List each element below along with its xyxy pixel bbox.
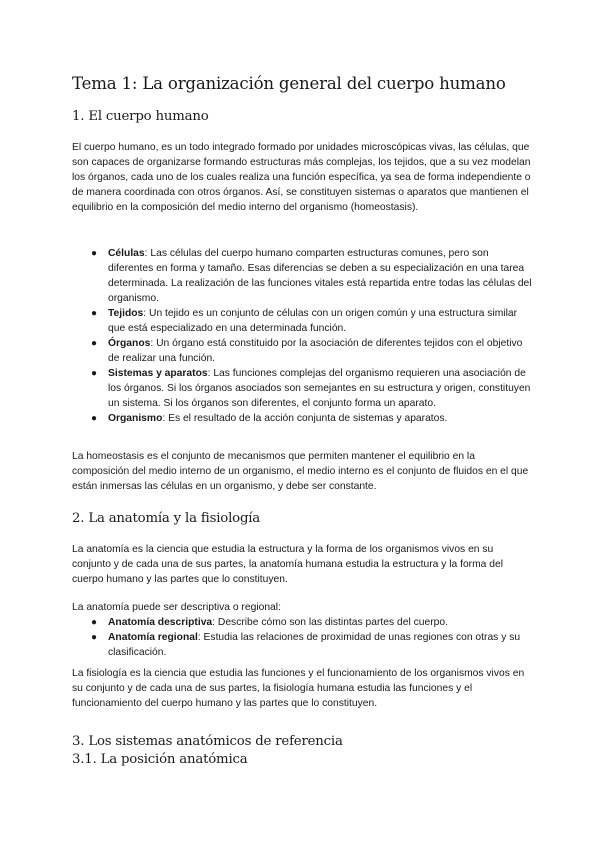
list-item-text: : Un órgano está constituido por la asociación de diferentes tejidos con el objetivo de realizar una función. bbox=[108, 338, 523, 364]
bullet-icon: ● bbox=[91, 368, 98, 379]
section-heading-3: 3. Los sistemas anatómicos de referencia bbox=[72, 734, 343, 749]
list-item bbox=[72, 615, 534, 630]
list-item bbox=[72, 246, 534, 306]
paragraph-intro: El cuerpo humano, es un todo integrado formado por unidades microscópicas vivas, las células, que son capaces de organizarse formando estructuras más complejas, los tejidos, que a su vez modelan los órganos, cada uno de los cuales realiza una función específica, ya sea de forma independiente o de manera coordinada con otros órganos. Así, se constituyen sistemas o aparatos que mantienen el equilibrio en la composición del medio interno del organismo (homeostasis). bbox=[72, 142, 531, 213]
bullet-icon: ● bbox=[91, 617, 98, 628]
list-item-text: : Las células del cuerpo humano comparten estructuras comunes, pero son diferentes en forma y tamaño. Esas diferencias se deben a su especialización en una tarea determinada. La realización de las funciones vitales está repartida entre todas las células del organismo. bbox=[108, 248, 532, 304]
bullet-icon: ● bbox=[91, 413, 98, 424]
paragraph-anatomia: La anatomía es la ciencia que estudia la estructura y la forma de los organismos vivos en su conjunto y de cada una de sus partes, la anatomía humana estudia la estructura y la forma del cuerpo humano y las partes que lo constituyen. bbox=[72, 544, 504, 585]
bullet-list-anatomia bbox=[72, 615, 534, 660]
list-item bbox=[72, 411, 534, 426]
subsection-heading-3-1: 3.1. La posición anatómica bbox=[72, 752, 248, 767]
section-heading-2: 2. La anatomía y la fisiología bbox=[72, 511, 261, 526]
list-item bbox=[72, 630, 534, 660]
paragraph-anatomia-tipos: La anatomía puede ser descriptiva o regional: bbox=[72, 602, 281, 613]
bullet-icon: ● bbox=[91, 338, 98, 349]
list-item-term: Anatomía regional bbox=[108, 632, 198, 643]
list-item-term: Células bbox=[108, 248, 145, 259]
bullet-icon: ● bbox=[91, 248, 98, 259]
list-item-term: Organismo bbox=[108, 413, 163, 424]
list-item bbox=[72, 336, 534, 366]
list-item-term: Órganos bbox=[108, 338, 151, 349]
paragraph-homeostasis: La homeostasis es el conjunto de mecanismos que permiten mantener el equilibrio en la composición del medio interno de un organismo, el medio interno es el conjunto de fluidos en el que están inmersas las células en un organismo, y debe ser constante. bbox=[72, 451, 529, 492]
list-item-text: : Las funciones complejas del organismo requieren una asociación de los órganos. Si los órganos asociados son semejantes en su estructura y origen, constituyen un sistema. Si los órganos son diferentes, el conjunto forma un aparato. bbox=[108, 368, 531, 409]
bullet-list-organization bbox=[72, 246, 534, 426]
list-item-term: Tejidos bbox=[108, 308, 144, 319]
list-item-term: Sistemas y aparatos bbox=[108, 368, 208, 379]
section-heading-1: 1. El cuerpo humano bbox=[72, 109, 209, 124]
list-item-text: : Estudia las relaciones de proximidad de unas regiones con otras y su clasificación. bbox=[108, 632, 521, 658]
list-item-text: : Es el resultado de la acción conjunta de sistemas y aparatos. bbox=[162, 413, 448, 424]
list-item-text: : Un tejido es un conjunto de células con un origen común y una estructura similar que está especializado en una determinada función. bbox=[108, 308, 518, 334]
bullet-icon: ● bbox=[91, 308, 98, 319]
paragraph-fisiologia: La fisiología es la ciencia que estudia las funciones y el funcionamiento de los organismos vivos en su conjunto y de cada una de sus partes, la fisiología humana estudia las funciones y el funcionamiento del cuerpo humano y las partes que lo constituyen. bbox=[72, 668, 525, 709]
list-item bbox=[72, 366, 534, 411]
list-item-text: : Describe cómo son las distintas partes del cuerpo. bbox=[212, 617, 448, 628]
list-item bbox=[72, 306, 534, 336]
bullet-icon: ● bbox=[91, 632, 98, 643]
list-item-term: Anatomía descriptiva bbox=[108, 617, 213, 628]
document-title: Tema 1: La organización general del cuerpo humano bbox=[72, 74, 506, 93]
